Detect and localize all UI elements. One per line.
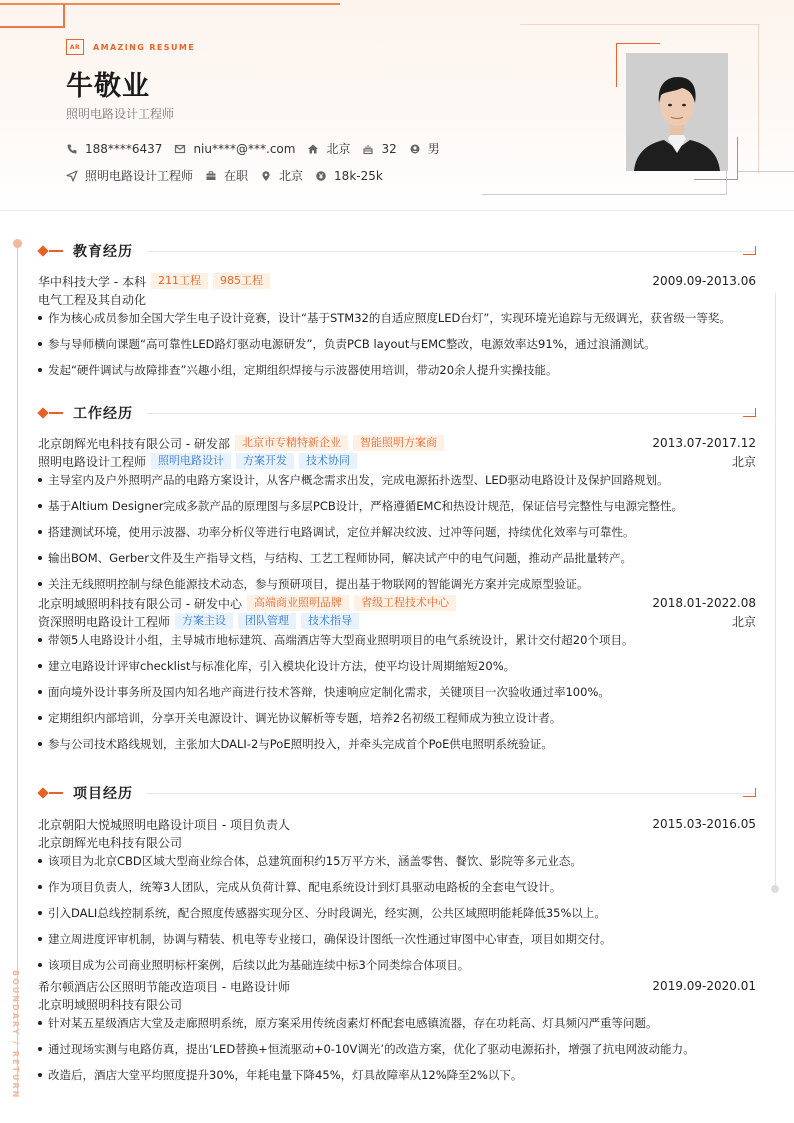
intent-position-info bbox=[66, 167, 193, 184]
section-title: 项目经历 bbox=[73, 786, 133, 802]
education-entry-header bbox=[38, 272, 756, 290]
briefcase-icon bbox=[205, 170, 217, 182]
list-item: 引入DALI总线控制系统，配合照度传感器实现分区、分时段调光，经实测，公共区域照明能耗降低35%以上。 bbox=[38, 903, 756, 929]
phone-icon bbox=[66, 143, 78, 155]
list-item: 发起“硬件调试与故障排查”兴趣小组，定期组织焊接与示波器使用培训，带动20余人提升实操技能。 bbox=[38, 360, 756, 386]
age-text: 32 bbox=[381, 141, 397, 156]
work-date: 2018.01-2022.08 bbox=[652, 596, 756, 610]
project-bullets bbox=[38, 851, 756, 977]
list-item: 针对某五星级酒店大堂及走廊照明系统，原方案采用传统卤素灯杯配套电感镇流器，存在功耗高、灯具频闪严重等问题。 bbox=[38, 1013, 756, 1039]
list-item: 基于Altium Designer完成多款产品的原理图与多层PCB设计，严格遵循EMC和热设计规范，保证信号完整性与电源完整性。 bbox=[38, 496, 756, 522]
list-item: 参与公司技术路线规划，主张加大DALI-2与PoE照明投入，并牵头完成首个PoE供电照明系统验证。 bbox=[38, 734, 756, 760]
decor-line bbox=[758, 24, 759, 174]
company-tag: 智能照明方案商 bbox=[353, 435, 444, 451]
list-item: 主导室内及户外照明产品的电路方案设计，从客户概念需求出发，完成电源拓扑选型、LED驱动电路设计及保护回路规划。 bbox=[38, 470, 756, 496]
work-role-row bbox=[38, 452, 756, 470]
status-info bbox=[205, 167, 248, 184]
work-entry-header bbox=[38, 434, 756, 452]
mail-icon bbox=[174, 143, 186, 155]
project-date: 2019.09-2020.01 bbox=[652, 979, 756, 993]
education-date: 2009.09-2013.06 bbox=[652, 274, 756, 288]
project-entry-header bbox=[38, 977, 756, 995]
diamond-icon bbox=[37, 787, 48, 798]
diamond-icon bbox=[37, 407, 48, 418]
project-org-row bbox=[38, 833, 756, 851]
section-dash bbox=[49, 792, 63, 794]
list-item: 作为核心成员参加全国大学生电子设计竞赛，设计“基于STM32的自适应照度LED台灯”，实现环境光追踪与无级调光，获省级一等奖。 bbox=[38, 308, 756, 334]
list-item: 关注无线照明控制与绿色能源技术动态，参与预研项目，提出基于物联网的智能调光方案并完成原型验证。 bbox=[38, 574, 756, 594]
brand-logo: AR bbox=[66, 39, 84, 55]
section-rule bbox=[147, 793, 756, 794]
list-item: 带领5人电路设计小组，主导城市地标建筑、高端酒店等大型商业照明项目的电气系统设计，累计交付超20个项目。 bbox=[38, 630, 756, 656]
section-header bbox=[38, 783, 756, 803]
role-tag: 技术协同 bbox=[299, 453, 357, 469]
corner-icon bbox=[743, 788, 756, 797]
intent-city-text: 北京 bbox=[279, 169, 304, 183]
company-tag: 北京市专精特新企业 bbox=[235, 435, 348, 451]
school-tag: 211工程 bbox=[151, 273, 208, 289]
gender-text: 男 bbox=[427, 142, 440, 156]
section-header bbox=[38, 403, 756, 423]
decor-line bbox=[482, 194, 726, 195]
role-tag: 团队管理 bbox=[238, 613, 296, 629]
list-item: 定期组织内部培训，分享开关电源设计、调光协议解析等专题，培养2名初级工程师成为独立设计者。 bbox=[38, 708, 756, 734]
phone-text: 188****6437 bbox=[85, 141, 163, 156]
list-item: 参与导师横向课题“高可靠性LED路灯驱动电源研发”，负责PCB layout与EMC整改，电源效率达91%，通过浪涌测试。 bbox=[38, 334, 756, 360]
company-name: 北京朗辉光电科技有限公司 - 研发部 bbox=[38, 436, 230, 451]
list-item: 输出BOM、Gerber文件及生产指导文档，与结构、工艺工程师协同，解决试产中的电气问题，推动产品批量转产。 bbox=[38, 548, 756, 574]
major: 电气工程及其自动化 bbox=[38, 292, 147, 307]
work-bullets bbox=[38, 630, 756, 760]
project-org-row bbox=[38, 995, 756, 1013]
decor-line bbox=[726, 171, 727, 195]
corner-icon bbox=[743, 246, 756, 255]
home-icon bbox=[307, 143, 319, 155]
project-name: 北京朝阳大悦城照明电路设计项目 - 项目负责人 bbox=[38, 817, 290, 832]
email-info bbox=[174, 142, 295, 156]
salary-info bbox=[315, 169, 383, 183]
work-date: 2013.07-2017.12 bbox=[652, 436, 756, 450]
role-tag: 方案开发 bbox=[236, 453, 294, 469]
home-text: 北京 bbox=[326, 142, 351, 156]
list-item: 搭建测试环境，使用示波器、功率分析仪等进行电路调试，定位并解决纹波、过冲等问题，持续优化效率与可靠性。 bbox=[38, 522, 756, 548]
photo-frame bbox=[737, 137, 738, 180]
profile-photo bbox=[626, 53, 728, 171]
email-text: niu****@***.com bbox=[193, 141, 296, 156]
work-city: 北京 bbox=[731, 614, 756, 629]
section-rule bbox=[147, 251, 756, 252]
photo-frame bbox=[616, 43, 660, 44]
section-title: 工作经历 bbox=[73, 406, 133, 422]
person-name: 牛敬业 bbox=[66, 71, 150, 102]
brand bbox=[66, 39, 195, 55]
age-info bbox=[362, 142, 396, 156]
company-tag: 高端商业照明品牌 bbox=[247, 595, 349, 611]
cake-icon bbox=[362, 143, 374, 155]
section-dash bbox=[49, 412, 63, 414]
phone-info bbox=[66, 142, 162, 156]
salary-icon bbox=[315, 170, 327, 182]
resume-header bbox=[0, 0, 794, 211]
section-title: 教育经历 bbox=[73, 244, 133, 260]
gender-icon bbox=[409, 143, 421, 155]
work-entry-header bbox=[38, 594, 756, 612]
home-info bbox=[307, 140, 350, 157]
education-section bbox=[38, 241, 756, 386]
section-header bbox=[38, 241, 756, 261]
list-item: 作为项目负责人，统筹3人团队，完成从负荷计算、配电系统设计到灯具驱动电路板的全套电气设计。 bbox=[38, 877, 756, 903]
diamond-icon bbox=[37, 245, 48, 256]
brand-text: AMAZING RESUME bbox=[93, 42, 196, 52]
company-name: 北京明域照明科技有限公司 - 研发中心 bbox=[38, 596, 242, 611]
corner-icon bbox=[743, 408, 756, 417]
work-city: 北京 bbox=[731, 454, 756, 469]
list-item: 面向境外设计事务所及国内知名地产商进行技术答辩，快速响应定制化需求，关键项目一次验收通过率100%。 bbox=[38, 682, 756, 708]
location-pin-icon bbox=[260, 170, 272, 182]
decor-dot bbox=[771, 885, 779, 893]
list-item: 建立周进度评审机制，协调与精装、机电等专业接口，确保设计图纸一次性通过审图中心审查，项目如期交付。 bbox=[38, 929, 756, 955]
project-org: 北京朗辉光电科技有限公司 bbox=[38, 835, 183, 850]
timeline-line bbox=[17, 245, 18, 1095]
company-tag: 省级工程技术中心 bbox=[354, 595, 456, 611]
decor-line bbox=[0, 26, 64, 28]
list-item: 改造后，酒店大堂平均照度提升30%，年耗电量下降45%，灯具故障率从12%降至2%以下。 bbox=[38, 1065, 756, 1091]
project-name: 希尔顿酒店公区照明节能改造项目 - 电路设计师 bbox=[38, 979, 290, 994]
job-intent-row bbox=[66, 167, 395, 184]
list-item: 建立电路设计评审checklist与标准化库，引入模块化设计方法，使平均设计周期缩短20%。 bbox=[38, 656, 756, 682]
gender-info bbox=[409, 140, 440, 157]
decor-line bbox=[520, 24, 760, 25]
project-entry-header bbox=[38, 815, 756, 833]
decor-line bbox=[63, 4, 65, 28]
contact-row bbox=[66, 140, 452, 157]
work-role-row bbox=[38, 612, 756, 630]
section-dash bbox=[49, 250, 63, 252]
decor-line bbox=[775, 293, 776, 889]
role-name: 资深照明电路设计工程师 bbox=[38, 614, 171, 629]
decor-line bbox=[0, 3, 340, 5]
send-icon bbox=[66, 170, 78, 182]
section-rule bbox=[147, 413, 756, 414]
project-bullets bbox=[38, 1013, 756, 1091]
role-tag: 技术指导 bbox=[301, 613, 359, 629]
decor-line bbox=[738, 171, 794, 172]
education-major-row bbox=[38, 290, 756, 308]
photo-frame bbox=[694, 179, 738, 180]
projects-section bbox=[38, 783, 756, 1091]
role-name: 照明电路设计工程师 bbox=[38, 454, 147, 469]
project-org: 北京明域照明科技有限公司 bbox=[38, 997, 183, 1012]
intent-city-info bbox=[260, 167, 303, 184]
salary-text: 18k-25k bbox=[334, 168, 383, 183]
work-section bbox=[38, 403, 756, 760]
list-item: 通过现场实测与电路仿真，提出‘LED替换+恒流驱动+0-10V调光’的改造方案，优化了驱动电源拓扑，增强了抗电网波动能力。 bbox=[38, 1039, 756, 1065]
side-watermark: BOUNDARY / RETURN bbox=[11, 970, 20, 1100]
work-bullets bbox=[38, 470, 756, 594]
list-item: 该项目为北京CBD区域大型商业综合体，总建筑面积约15万平方米，涵盖零售、餐饮、影院等多元业态。 bbox=[38, 851, 756, 877]
status-text: 在职 bbox=[224, 169, 249, 183]
project-date: 2015.03-2016.05 bbox=[652, 817, 756, 831]
person-title: 照明电路设计工程师 bbox=[66, 107, 175, 121]
intent-position-text: 照明电路设计工程师 bbox=[85, 169, 194, 183]
school-name: 华中科技大学 - 本科 bbox=[38, 274, 146, 289]
role-tag: 照明电路设计 bbox=[151, 453, 231, 469]
role-tag: 方案主设 bbox=[175, 613, 233, 629]
list-item: 该项目成为公司商业照明标杆案例，后续以此为基础连续中标3个同类综合体项目。 bbox=[38, 955, 756, 977]
photo-frame bbox=[616, 43, 617, 87]
timeline-dot bbox=[13, 239, 22, 248]
school-tag: 985工程 bbox=[213, 273, 270, 289]
education-bullets bbox=[38, 308, 756, 386]
